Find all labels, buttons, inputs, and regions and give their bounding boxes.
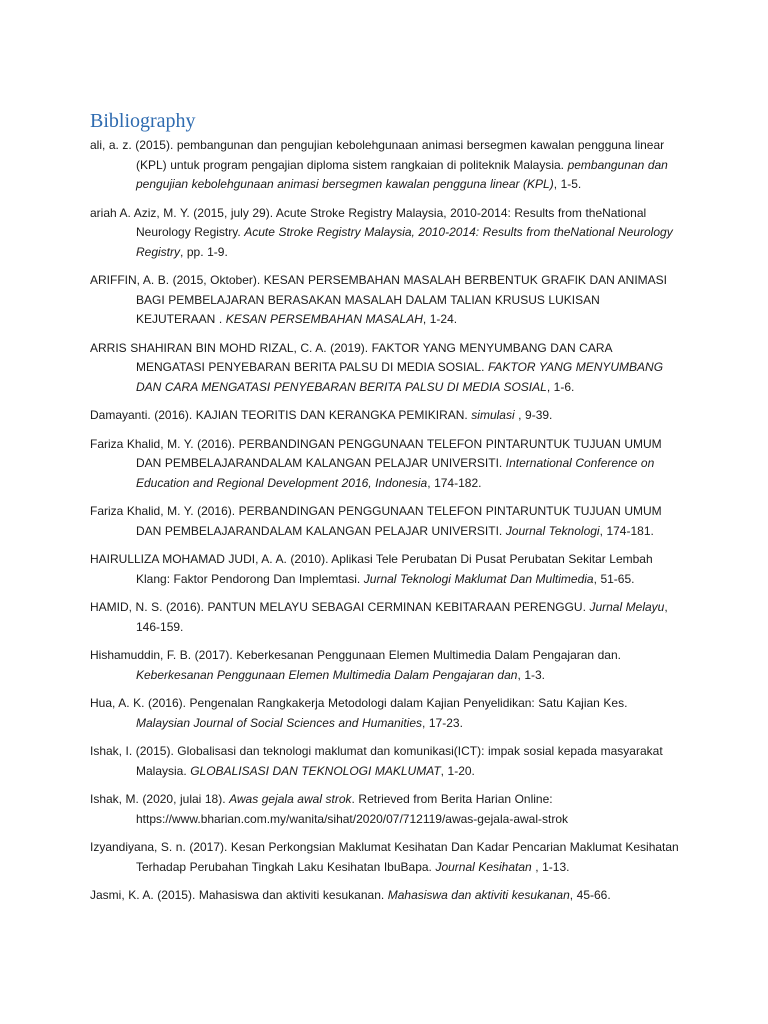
reference-tail: , 174-181. — [599, 523, 654, 538]
reference-source: Journal Kesihatan — [435, 859, 532, 874]
reference-lead: Ishak, M. (2020, julai 18). — [90, 792, 230, 806]
reference-entry — [90, 646, 680, 685]
reference-source: Mahasiswa dan aktiviti kesukanan — [387, 888, 570, 902]
reference-entry — [90, 339, 680, 398]
reference-entry — [90, 838, 680, 877]
reference-lead: Ishak, I. (2015). Globalisasi dan teknologi maklumat dan komunikasi(ICT): impak sosial kepada masyarakat Malaysia. — [90, 744, 663, 778]
reference-source: Jurnal Teknologi Maklumat Dan Multimedia — [363, 571, 594, 586]
reference-lead: Izyandiyana, S. n. (2017). Kesan Perkongsian Maklumat Kesihatan Dan Kadar Pencarian Maklumat Kesihatan Terhadap Perubahan Tingkah Laku Kesihatan IbuBapa. — [90, 840, 679, 874]
reference-tail: . Retrieved from Berita Harian Online: https://www.bharian.com.my/wanita/sihat/2020/07/712119/awas-gejala-awal-strok — [136, 792, 568, 826]
reference-tail: , 1-13. — [531, 859, 570, 874]
reference-tail: , 51-65. — [593, 571, 635, 586]
reference-lead: Damayanti. (2016). KAJIAN TEORITIS DAN KERANGKA PEMIKIRAN. — [90, 408, 472, 422]
reference-lead: HAMID, N. S. (2016). PANTUN MELAYU SEBAGAI CERMINAN KEBITARAAN PERENGGU. — [90, 600, 590, 614]
reference-tail: , 17-23. — [422, 715, 463, 730]
reference-entry — [90, 502, 680, 541]
reference-tail: , 45-66. — [569, 888, 611, 902]
reference-entry — [90, 598, 680, 637]
reference-tail: , 1-6. — [546, 379, 575, 394]
reference-entry — [90, 886, 680, 906]
reference-tail: , 9-39. — [514, 408, 553, 422]
reference-entry — [90, 136, 680, 195]
reference-lead: ali, a. z. (2015). pembangunan dan pengujian kebolehgunaan animasi bersegmen kawalan pengguna linear (KPL) untuk program pengajian diploma sistem rangkaian di politeknik Malaysia. — [90, 138, 665, 172]
reference-lead: Fariza Khalid, M. Y. (2016). PERBANDINGAN PENGGUNAAN TELEFON PINTARUNTUK TUJUAN UMUM DAN PEMBELAJARANDALAM KALANGAN PELAJAR UNIVERSITI. — [90, 436, 662, 470]
reference-tail: , 1-24. — [422, 312, 458, 326]
reference-tail: , 146-159. — [136, 600, 668, 634]
reference-tail: , 174-182. — [427, 475, 482, 490]
reference-source: pembangunan dan pengujian kebolehgunaan animasi bersegmen kawalan pengguna linear (KPL) — [136, 157, 668, 191]
reference-lead: Jasmi, K. A. (2015). Mahasiswa dan aktiviti kesukanan. — [90, 888, 388, 902]
reference-entry — [90, 406, 680, 426]
bibliography-heading: Bibliography — [90, 110, 196, 132]
reference-lead: Fariza Khalid, M. Y. (2016). PERBANDINGAN PENGGUNAAN TELEFON PINTARUNTUK TUJUAN UMUM DAN PEMBELAJARANDALAM KALANGAN PELAJAR UNIVERSITI. — [90, 504, 662, 538]
reference-list — [90, 136, 680, 915]
reference-entry — [90, 435, 680, 494]
reference-lead: ariah A. Aziz, M. Y. (2015, july 29). Acute Stroke Registry Malaysia, 2010-2014: Results from theNational Neurology Registry. — [90, 205, 647, 239]
reference-entry — [90, 550, 680, 589]
reference-tail: , 1-20. — [440, 763, 475, 778]
reference-source: GLOBALISASI DAN TEKNOLOGI MAKLUMAT — [190, 763, 441, 778]
reference-lead: ARRIS SHAHIRAN BIN MOHD RIZAL, C. A. (2019). FAKTOR YANG MENYUMBANG DAN CARA MENGATASI PENYEBARAN BERITA PALSU DI MEDIA SOSIAL. — [90, 340, 612, 374]
reference-source: FAKTOR YANG MENYUMBANG DAN CARA MENGATASI PENYEBARAN BERITA PALSU DI MEDIA SOSIAL — [136, 360, 664, 394]
reference-entry — [90, 790, 680, 829]
reference-source: Jurnal Melayu — [589, 600, 665, 614]
reference-source: International Conference on Education and Regional Development 2016, Indonesia — [136, 456, 655, 490]
reference-source: simulasi — [471, 408, 515, 422]
reference-tail: , 1-5. — [553, 177, 582, 191]
reference-entry — [90, 694, 680, 733]
reference-lead: HAIRULLIZA MOHAMAD JUDI, A. A. (2010). Aplikasi Tele Perubatan Di Pusat Perubatan Sekitar Lembah Klang: Faktor Pendorong Dan Implemtasi. — [90, 552, 653, 586]
reference-entry — [90, 742, 680, 781]
reference-tail: , pp. 1-9. — [180, 244, 228, 259]
reference-source: Malaysian Journal of Social Sciences and Humanities — [136, 715, 423, 730]
reference-source: Keberkesanan Penggunaan Elemen Multimedia Dalam Pengajaran dan — [136, 667, 518, 682]
reference-source: Journal Teknologi — [505, 523, 600, 538]
reference-lead: Hishamuddin, F. B. (2017). Keberkesanan Penggunaan Elemen Multimedia Dalam Pengajaran dan. — [90, 648, 621, 662]
reference-source: Acute Stroke Registry Malaysia, 2010-2014: Results from theNational Neurology Registry — [136, 225, 673, 259]
reference-source: KESAN PERSEMBAHAN MASALAH — [225, 312, 423, 326]
reference-entry — [90, 271, 680, 330]
reference-lead: Hua, A. K. (2016). Pengenalan Rangkakerja Metodologi dalam Kajian Penyelidikan: Satu Kajian Kes. — [90, 696, 628, 710]
reference-entry — [90, 204, 680, 263]
reference-lead: ARIFFIN, A. B. (2015, Oktober). KESAN PERSEMBAHAN MASALAH BERBENTUK GRAFIK DAN ANIMASI BAGI PEMBELAJARAN BERASAKAN MASALAH DALAM TALIAN KRUSUS LUKISAN KEJUTERAAN . — [90, 273, 668, 326]
reference-tail: , 1-3. — [517, 667, 545, 682]
reference-source: Awas gejala awal strok — [229, 792, 352, 806]
